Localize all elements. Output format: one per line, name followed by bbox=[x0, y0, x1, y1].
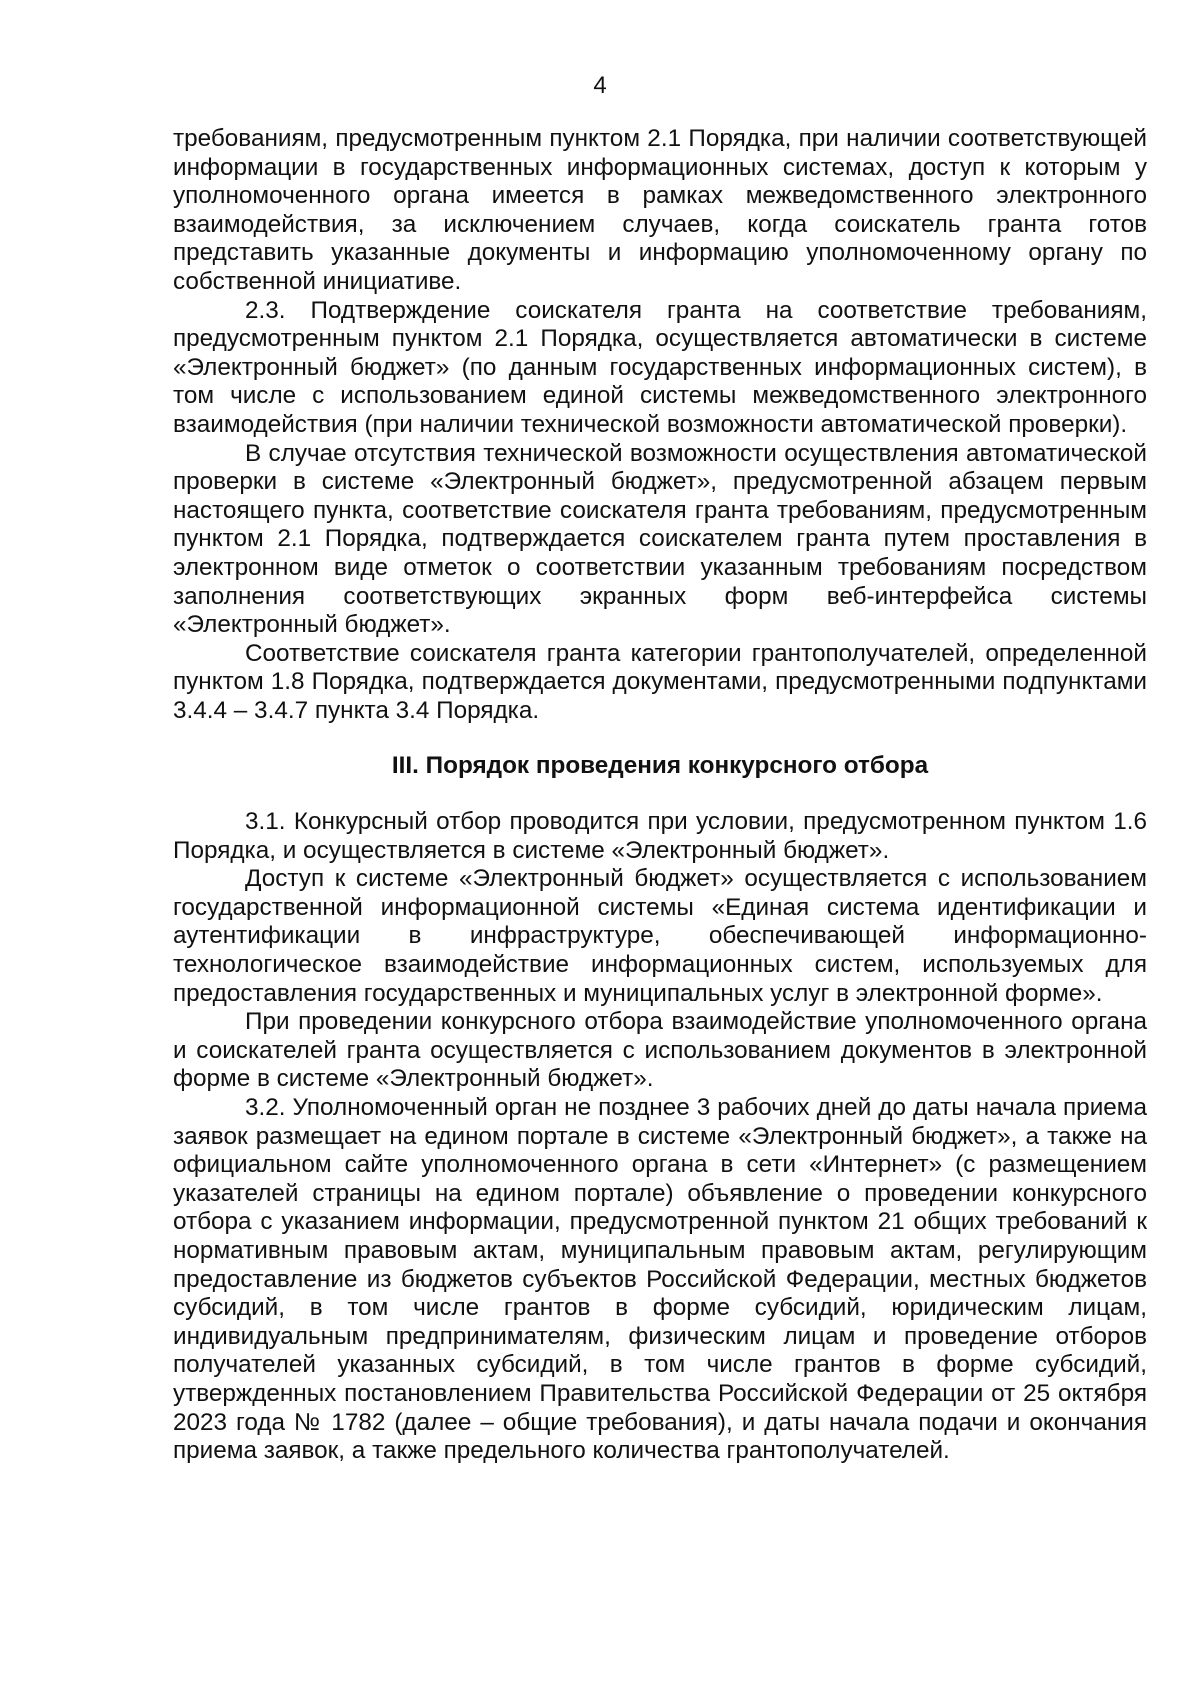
paragraph-system-access: Доступ к системе «Электронный бюджет» осуществляется с использованием государственной информационной системы «Единая система идентификации и аутентификации в инфраструктуре, обеспечивающей информационно-технологическое взаимодействие информационных систем, используемых для предоставления государственных и муниципальных услуг в электронной форме». bbox=[173, 865, 1147, 1007]
paragraph-continuation: требованиям, предусмотренным пунктом 2.1 Порядка, при наличии соответствующей информации в государственных информационных системах, доступ к которым у уполномоченного органа имеется в рамках межведомственного электронного взаимодействия, за исключением случаев, когда соискатель гранта готов представить указанные документы и информацию уполномоченному органу по собственной инициативе. bbox=[173, 125, 1147, 295]
paragraph-3-2: 3.2. Уполномоченный орган не позднее 3 рабочих дней до даты начала приема заявок размещает на едином портале в системе «Электронный бюджет», а также на официальном сайте уполномоченного органа в сети «Интернет» (с размещением указателей страницы на едином портале) объявление о проведении конкурсного отбора с указанием информации, предусмотренной пунктом 21 общих требований к нормативным правовым актам, муниципальным правовым актам, регулирующим предоставление из бюджетов субъектов Российской Федерации, местных бюджетов субсидий, в том числе грантов в форме субсидий, юридическим лицам, индивидуальным предпринимателям, физическим лицам и проведение отборов получателей указанных субсидий, в том числе грантов в форме субсидий, утвержденных постановлением Правительства Российской Федерации от 25 октября 2023 года № 1782 (далее – общие требования), и даты начала подачи и окончания приема заявок, а также предельного количества грантополучателей. bbox=[173, 1094, 1147, 1465]
paragraph-interaction: При проведении конкурсного отбора взаимодействие уполномоченного органа и соискателей гранта осуществляется с использованием документов в электронной форме в системе «Электронный бюджет». bbox=[173, 1008, 1147, 1093]
page-number: 4 bbox=[593, 72, 607, 99]
paragraph-3-1: 3.1. Конкурсный отбор проводится при условии, предусмотренном пунктом 1.6 Порядка, и осуществляется в системе «Электронный бюджет». bbox=[173, 808, 1147, 864]
paragraph-2-3: 2.3. Подтверждение соискателя гранта на соответствие требованиям, предусмотренным пунктом 2.1 Порядка, осуществляется автоматически в системе «Электронный бюджет» (по данным государственных информационных систем), в том числе с использованием единой системы межведомственного электронного взаимодействия (при наличии технической возможности автоматической проверки). bbox=[173, 296, 1147, 438]
paragraph-no-technical-possibility: В случае отсутствия технической возможности осуществления автоматической проверки в системе «Электронный бюджет», предусмотренной абзацем первым настоящего пункта, соответствие соискателя гранта требованиям, предусмотренным пунктом 2.1 Порядка, подтверждается соискателем гранта путем проставления в электронном виде отметок о соответствии указанным требованиям посредством заполнения соответствующих экранных форм веб-интерфейса системы «Электронный бюджет». bbox=[173, 439, 1147, 639]
paragraph-category-compliance: Соответствие соискателя гранта категории грантополучателей, определенной пунктом 1.8 Порядка, подтверждается документами, предусмотренными подпунктами 3.4.4 – 3.4.7 пункта 3.4 Порядка. bbox=[173, 639, 1147, 724]
document-body bbox=[173, 125, 1147, 1466]
section-title: III. Порядок проведения конкурсного отбора bbox=[391, 752, 929, 780]
